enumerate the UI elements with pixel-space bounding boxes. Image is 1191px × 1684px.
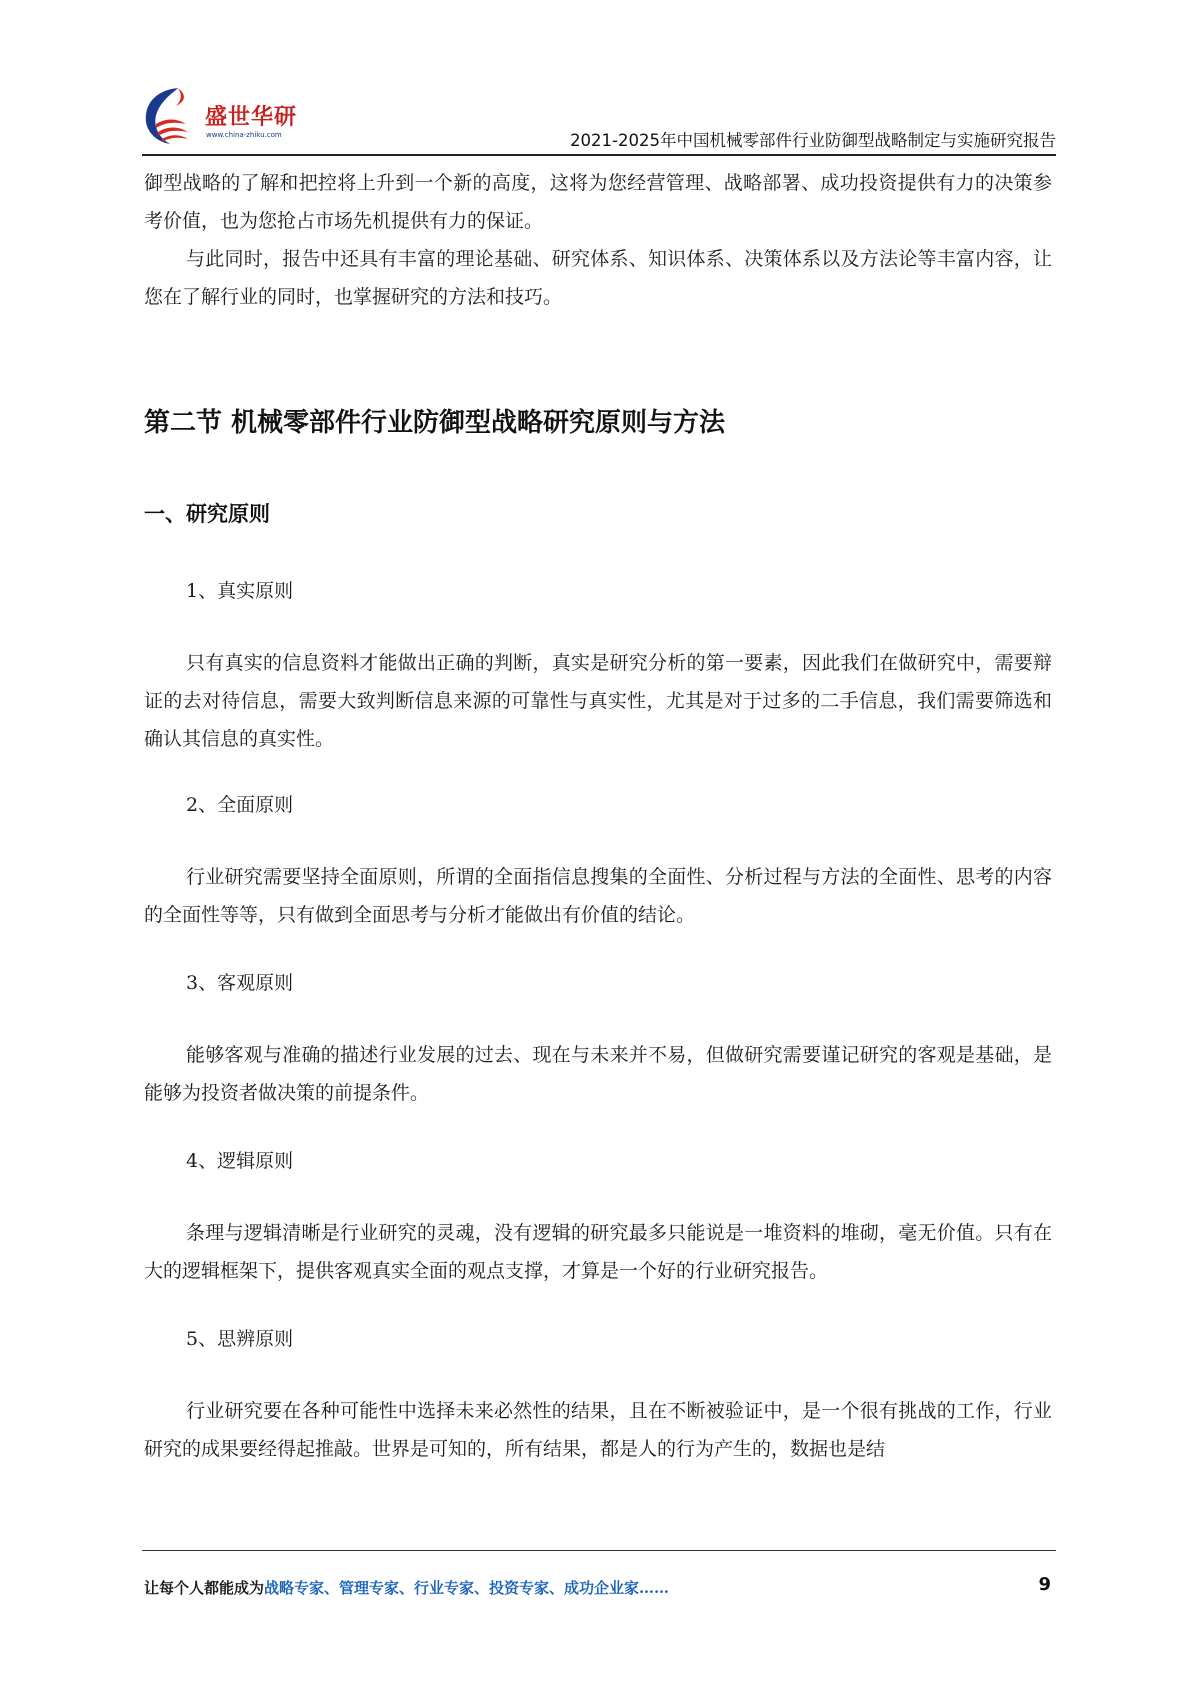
principle-title: 3、客观原则 <box>186 972 294 994</box>
principle-text: 只有真实的信息资料才能做出正确的判断，真实是研究分析的第一要素，因此我们在做研究中，需要辩证的去对待信息，需要大致判断信息来源的可靠性与真实性，尤其是对于过多的二手信息，我们需要筛选和确认其信息的真实性。 <box>144 652 1052 750</box>
report-title: 2021-2025年中国机械零部件行业防御型战略制定与实施研究报告 <box>570 131 1056 150</box>
company-logo <box>142 84 312 150</box>
principle-title: 4、逻辑原则 <box>186 1150 294 1172</box>
footer-slogan <box>144 1577 669 1598</box>
header-divider <box>142 154 1056 156</box>
slogan-highlight: 战略专家、管理专家、行业专家、投资专家、成功企业家…… <box>264 1579 670 1597</box>
principle-title: 2、全面原则 <box>186 794 294 816</box>
principle-text: 能够客观与准确的描述行业发展的过去、现在与未来并不易，但做研究需要谨记研究的客观是基础，是能够为投资者做决策的前提条件。 <box>144 1044 1052 1104</box>
logo-emblem-icon <box>142 84 206 150</box>
paragraph-continuation: 御型战略的了解和把控将上升到一个新的高度，这将为您经营管理、战略部署、成功投资提供有力的决策参考价值，也为您抢占市场先机提供有力的保证。 <box>144 172 1052 232</box>
logo-url: www.china-zhiku.com <box>206 131 282 139</box>
footer-divider <box>142 1550 1056 1551</box>
logo-name: 盛世华研 <box>205 105 298 130</box>
principle-title: 5、思辨原则 <box>186 1328 294 1350</box>
page-number: 9 <box>1038 1574 1051 1595</box>
section-title: 第二节 机械零部件行业防御型战略研究原则与方法 <box>144 408 726 438</box>
paragraph: 与此同时，报告中还具有丰富的理论基础、研究体系、知识体系、决策体系以及方法论等丰富内容，让您在了解行业的同时，也掌握研究的方法和技巧。 <box>144 248 1052 308</box>
slogan-prefix: 让每个人都能成为 <box>144 1579 265 1597</box>
subsection-heading: 一、研究原则 <box>144 502 270 526</box>
principle-title: 1、真实原则 <box>186 580 294 602</box>
principle-text: 条理与逻辑清晰是行业研究的灵魂，没有逻辑的研究最多只能说是一堆资料的堆砌，毫无价值。只有在大的逻辑框架下，提供客观真实全面的观点支撑，才算是一个好的行业研究报告。 <box>144 1222 1052 1282</box>
principle-text: 行业研究需要坚持全面原则，所谓的全面指信息搜集的全面性、分析过程与方法的全面性、思考的内容的全面性等等，只有做到全面思考与分析才能做出有价值的结论。 <box>144 866 1052 926</box>
principle-text: 行业研究要在各种可能性中选择未来必然性的结果，且在不断被验证中，是一个很有挑战的工作，行业研究的成果要经得起推敲。世界是可知的，所有结果，都是人的行为产生的，数据也是结 <box>144 1400 1052 1460</box>
